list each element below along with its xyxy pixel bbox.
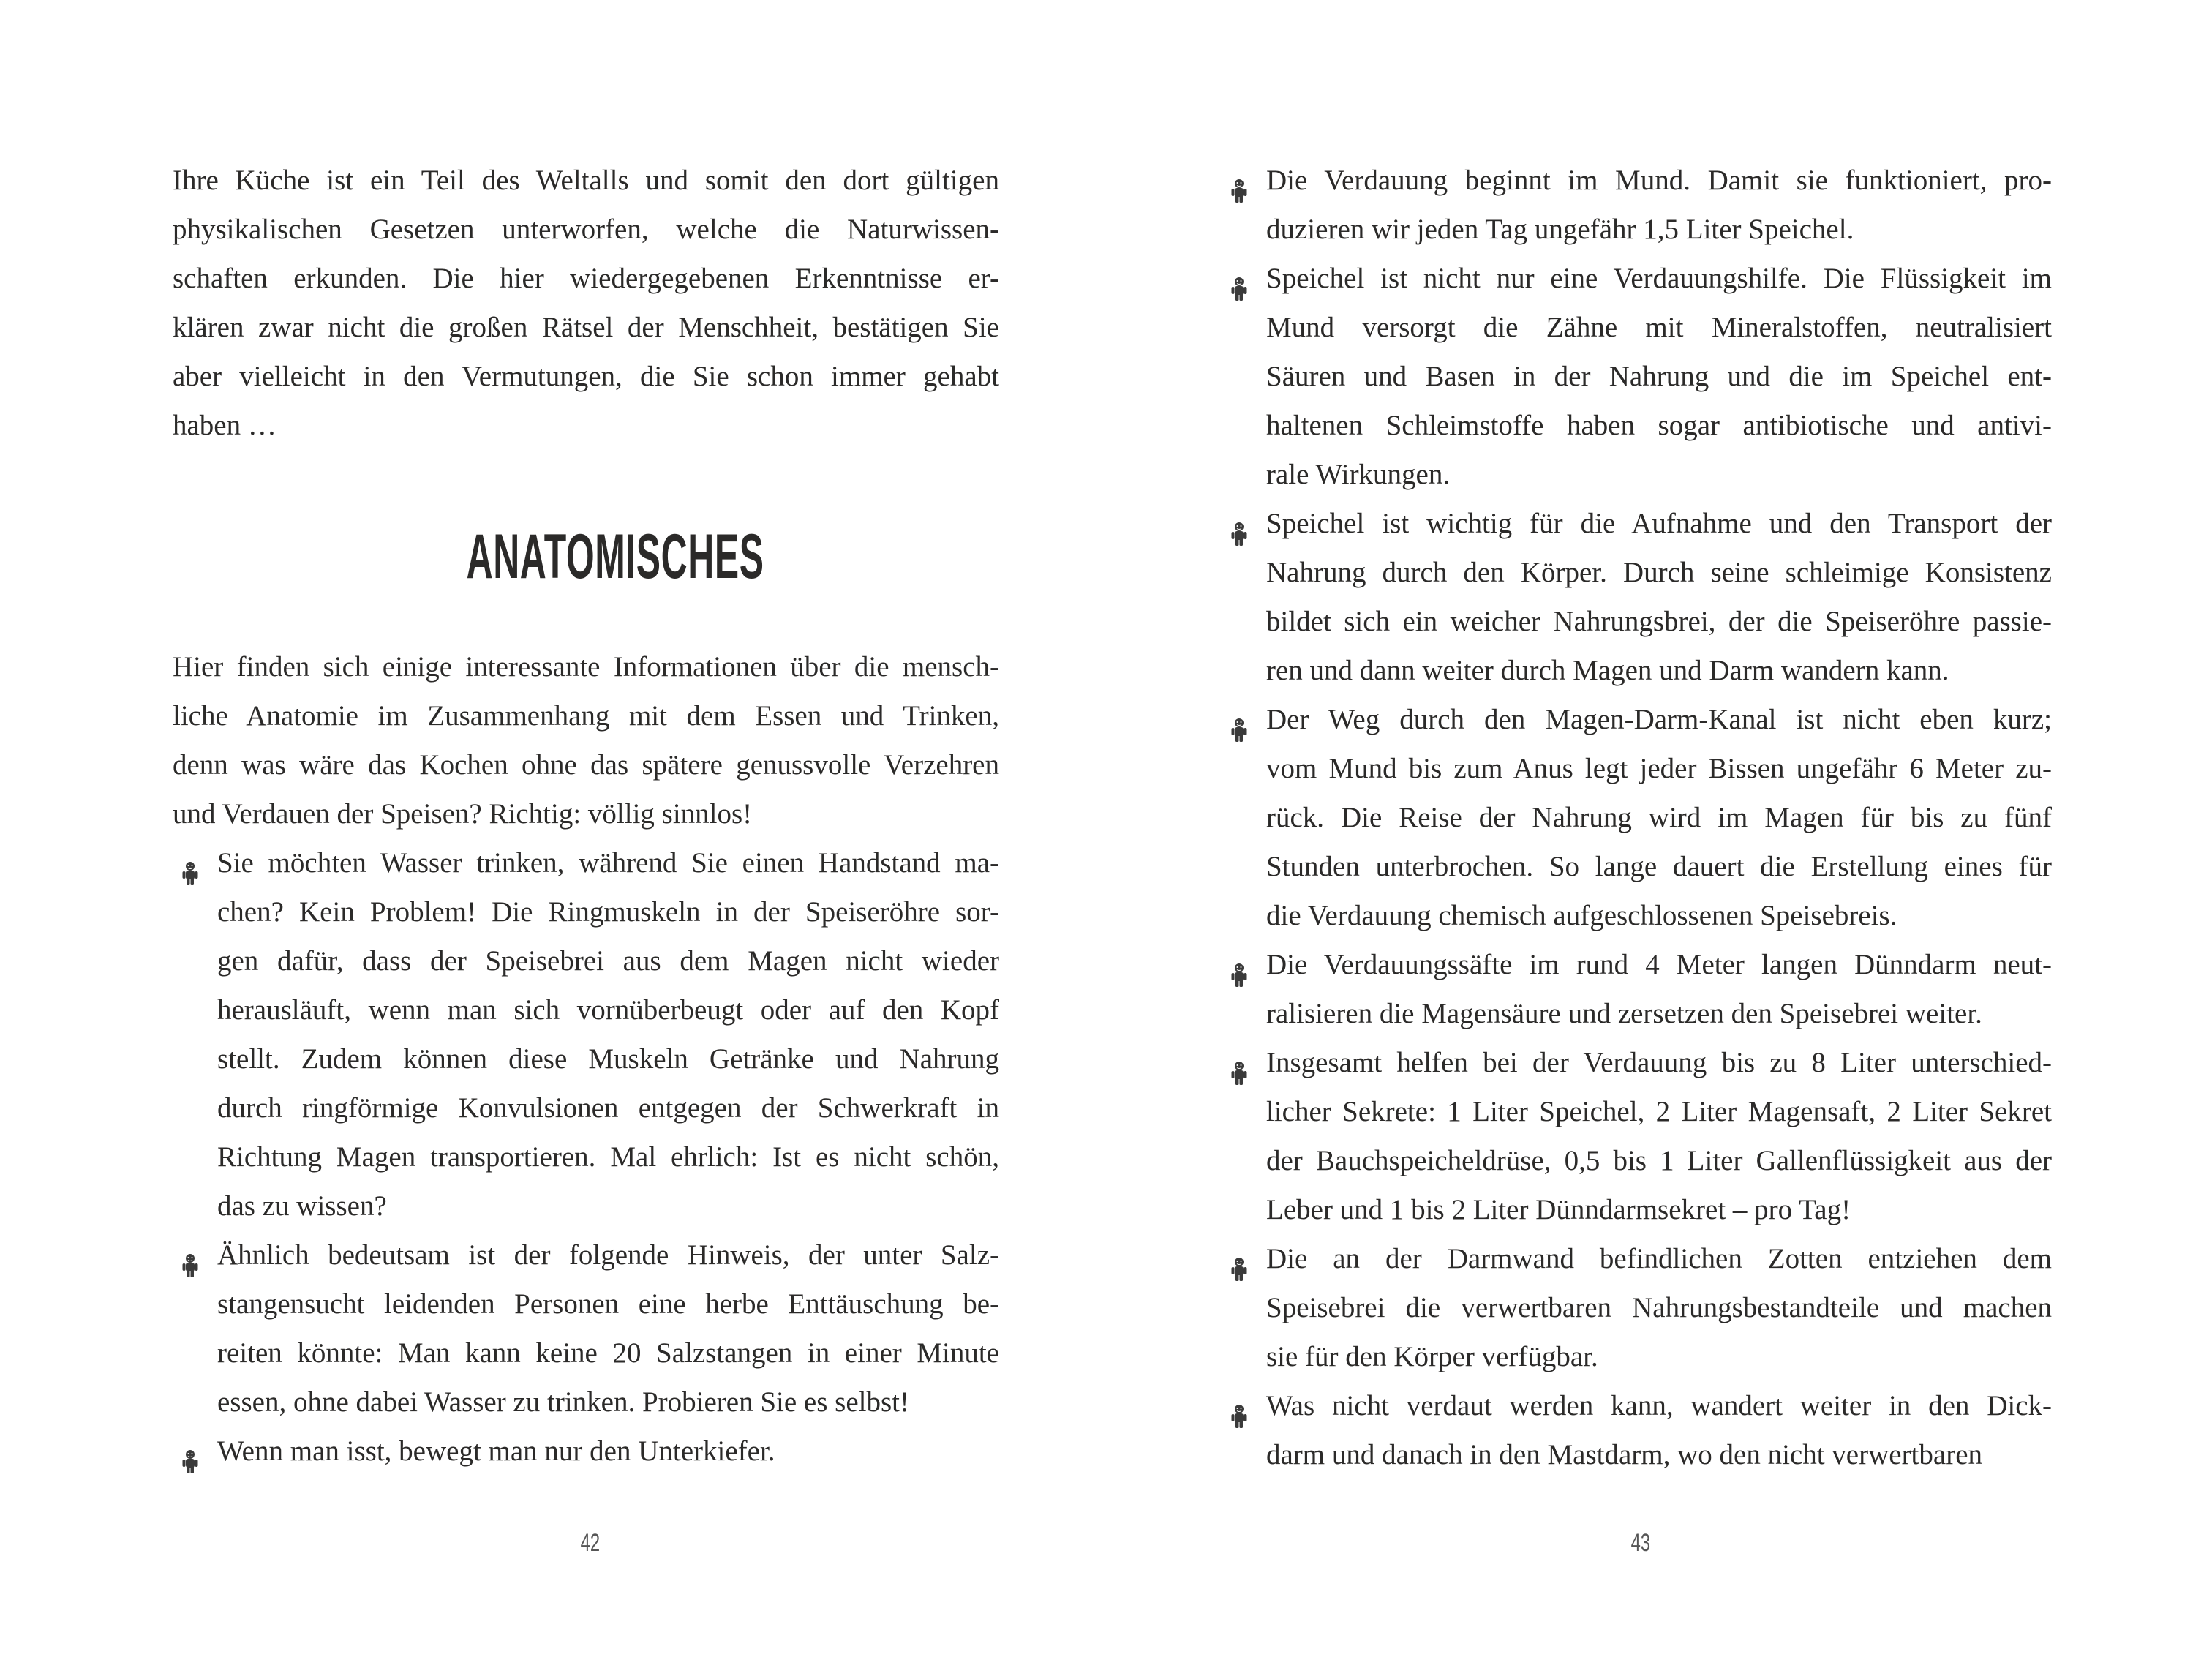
text-line: licher Sekrete: 1 Liter Speichel, 2 Liter Magensaft, 2 Liter Sekret <box>1266 1096 2052 1127</box>
text-line: denn was wäre das Kochen ohne das spätere genussvolle Verzehren <box>173 749 999 781</box>
bullet-item-line <box>217 1378 999 1427</box>
text-line: aber vielleicht in den Vermutungen, die Sie schon immer gehabt <box>173 361 999 392</box>
intro-line <box>173 303 999 352</box>
bullet-item-line <box>1266 303 2052 352</box>
bullet-item-line <box>217 1083 999 1132</box>
bullet-item-line <box>1266 352 2052 401</box>
text-line: Hier finden sich einige interessante Informationen über die mensch- <box>173 651 999 683</box>
text-line: das zu wissen? <box>217 1190 387 1222</box>
intro-line <box>173 352 999 401</box>
text-line: stellt. Zudem können diese Muskeln Getränke und Nahrung <box>217 1043 999 1075</box>
bullet-item-line <box>1266 989 2052 1038</box>
bullet-item-line <box>1266 205 2052 254</box>
right-body-text <box>1222 156 2052 1479</box>
bullet-item-line <box>1266 548 2052 597</box>
bullet-item-line <box>217 1280 999 1329</box>
intro-line <box>173 401 999 450</box>
text-line: Ähnlich bedeutsam ist der folgende Hinweis, der unter Salz- <box>217 1239 999 1271</box>
bullet-item-line <box>1266 695 2052 744</box>
bullet-item-line <box>217 1132 999 1182</box>
text-line: duzieren wir jeden Tag ungefähr 1,5 Liter Speichel. <box>1266 214 1854 245</box>
bullet-item-line <box>1266 1087 2052 1136</box>
person-bullet-icon <box>1230 1247 1248 1271</box>
text-line: Mund versorgt die Zähne mit Mineralstoffen, neutralisiert <box>1266 312 2052 343</box>
person-bullet-icon <box>181 852 199 875</box>
text-line: Die Verdauung beginnt im Mund. Damit sie funktioniert, pro- <box>1266 165 2052 196</box>
bullet-item-line <box>1266 891 2052 940</box>
text-line: Insgesamt helfen bei der Verdauung bis zu 8 Liter unterschied- <box>1266 1047 2052 1078</box>
bullet-item-line <box>217 1182 999 1231</box>
text-line: durch ringförmige Konvulsionen entgegen der Schwerkraft in <box>217 1092 999 1124</box>
page-number-left: 42 <box>580 1529 601 1557</box>
bullet-item-line <box>1266 744 2052 793</box>
bullet-item-line <box>217 838 999 887</box>
bullet-item-line <box>1266 1332 2052 1381</box>
text-line: sie für den Körper verfügbar. <box>1266 1341 1598 1372</box>
text-line: chen? Kein Problem! Die Ringmuskeln in der Speiseröhre sor- <box>217 896 999 928</box>
text-line: Wenn man isst, bewegt man nur den Unterkiefer. <box>217 1435 775 1467</box>
text-line: Stunden unterbrochen. So lange dauert die Erstellung eines für <box>1266 851 2052 882</box>
text-line: darm und danach in den Mastdarm, wo den nicht verwertbaren <box>1266 1439 1982 1470</box>
text-line: Leber und 1 bis 2 Liter Dünndarmsekret – pro Tag! <box>1266 1194 1851 1225</box>
bullet-item-line <box>1266 254 2052 303</box>
bullet-item-line <box>1266 1381 2052 1430</box>
text-line: Nahrung durch den Körper. Durch seine schleimige Konsistenz <box>1266 557 2052 588</box>
section-heading: ANATOMISCHES <box>466 522 764 592</box>
person-bullet-icon <box>1230 512 1248 536</box>
text-line: Richtung Magen transportieren. Mal ehrlich: Ist es nicht schön, <box>217 1141 999 1173</box>
text-line: haben … <box>173 410 276 441</box>
text-line: essen, ohne dabei Wasser zu trinken. Probieren Sie es selbst! <box>217 1386 909 1418</box>
intro-line <box>173 205 999 254</box>
text-line: ren und dann weiter durch Magen und Darm wandern kann. <box>1266 655 1949 686</box>
text-line: ralisieren die Magensäure und zersetzen den Speisebrei weiter. <box>1266 998 1982 1029</box>
text-line: Säuren und Basen in der Nahrung und die im Speichel ent- <box>1266 361 2052 392</box>
text-line: Sie möchten Wasser trinken, während Sie einen Handstand ma- <box>217 847 999 879</box>
text-line: Ihre Küche ist ein Teil des Weltalls und somit den dort gültigen <box>173 165 999 196</box>
bullet-item-line <box>1266 842 2052 891</box>
text-line: rale Wirkungen. <box>1266 459 1451 490</box>
person-bullet-icon <box>181 1244 199 1267</box>
bullet-item-line <box>1266 1185 2052 1234</box>
bullet-item-line <box>217 936 999 985</box>
person-bullet-icon <box>1230 169 1248 192</box>
bullet-item-line <box>217 985 999 1034</box>
text-line: reiten könnte: Man kann keine 20 Salzstangen in einer Minute <box>217 1337 999 1369</box>
bullet-item-line <box>1266 156 2052 205</box>
bullet-item-line <box>1266 450 2052 499</box>
text-line: und Verdauen der Speisen? Richtig: völlig sinnlos! <box>173 798 753 830</box>
bullet-item-line <box>217 887 999 936</box>
paragraph-line <box>173 642 999 691</box>
bullet-item-line <box>1266 1038 2052 1087</box>
bullet-item-line <box>217 1329 999 1378</box>
text-line: stangensucht leidenden Personen eine herbe Enttäuschung be- <box>217 1288 999 1320</box>
intro-paragraph <box>173 156 999 450</box>
person-bullet-icon <box>1230 1051 1248 1075</box>
bullet-item-line <box>1266 1283 2052 1332</box>
intro-line <box>173 156 999 205</box>
bullet-item-line <box>1266 940 2052 989</box>
text-line: bildet sich ein weicher Nahrungsbrei, der die Speiseröhre passie- <box>1266 606 2052 637</box>
bullet-item-line <box>1266 401 2052 450</box>
text-line: Speisebrei die verwertbaren Nahrungsbestandteile und machen <box>1266 1292 2052 1323</box>
person-bullet-icon <box>181 1440 199 1463</box>
paragraph-line <box>173 789 999 838</box>
text-line: physikalischen Gesetzen unterworfen, welche die Naturwissen- <box>173 214 999 245</box>
text-line: schaften erkunden. Die hier wiedergegebenen Erkenntnisse er- <box>173 263 999 294</box>
text-line: liche Anatomie im Zusammenhang mit dem Essen und Trinken, <box>173 700 999 732</box>
bullet-item-line <box>217 1427 999 1476</box>
left-body-text <box>173 642 999 1476</box>
bullet-item-line <box>1266 597 2052 646</box>
bullet-item-line <box>1266 793 2052 842</box>
bullet-item-line <box>1266 1234 2052 1283</box>
text-line: Was nicht verdaut werden kann, wandert weiter in den Dick- <box>1266 1390 2052 1421</box>
person-bullet-icon <box>1230 953 1248 977</box>
person-bullet-icon <box>1230 708 1248 732</box>
bullet-item-line <box>217 1231 999 1280</box>
text-line: Speichel ist wichtig für die Aufnahme und den Transport der <box>1266 508 2052 539</box>
person-bullet-icon <box>1230 1394 1248 1418</box>
text-line: rück. Die Reise der Nahrung wird im Magen für bis zu fünf <box>1266 802 2052 833</box>
text-line: Speichel ist nicht nur eine Verdauungshilfe. Die Flüssigkeit im <box>1266 263 2052 294</box>
bullet-item-line <box>1266 646 2052 695</box>
bullet-item-line <box>1266 1136 2052 1185</box>
text-line: die Verdauung chemisch aufgeschlossenen Speisebreis. <box>1266 900 1897 931</box>
page-number-right: 43 <box>1630 1529 1651 1557</box>
text-line: haltenen Schleimstoffe haben sogar antibiotische und antivi- <box>1266 410 2052 441</box>
text-line: Die Verdauungssäfte im rund 4 Meter langen Dünndarm neut- <box>1266 949 2052 980</box>
text-line: Die an der Darmwand befindlichen Zotten entziehen dem <box>1266 1243 2052 1274</box>
text-line: herausläuft, wenn man sich vornüberbeugt oder auf den Kopf <box>217 994 999 1026</box>
bullet-item-line <box>217 1034 999 1083</box>
paragraph-line <box>173 691 999 740</box>
intro-line <box>173 254 999 303</box>
text-line: vom Mund bis zum Anus legt jeder Bissen ungefähr 6 Meter zu- <box>1266 753 2052 784</box>
bullet-item-line <box>1266 499 2052 548</box>
person-bullet-icon <box>1230 267 1248 290</box>
bullet-item-line <box>1266 1430 2052 1479</box>
text-line: gen dafür, dass der Speisebrei aus dem Magen nicht wieder <box>217 945 999 977</box>
paragraph-line <box>173 740 999 789</box>
text-line: klären zwar nicht die großen Rätsel der Menschheit, bestätigen Sie <box>173 312 999 343</box>
text-line: der Bauchspeicheldrüse, 0,5 bis 1 Liter Gallenflüssigkeit aus der <box>1266 1145 2052 1176</box>
text-line: Der Weg durch den Magen-Darm-Kanal ist nicht eben kurz; <box>1266 704 2052 735</box>
